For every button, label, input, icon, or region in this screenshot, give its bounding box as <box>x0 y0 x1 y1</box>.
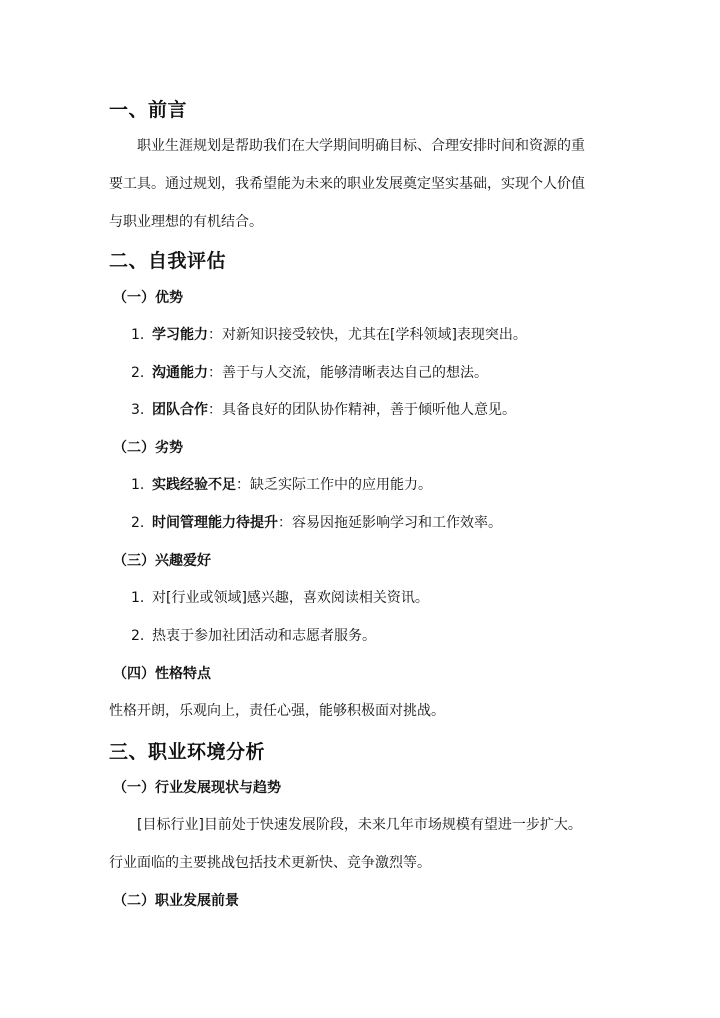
list-term: 沟通能力 <box>152 365 208 381</box>
heading-intro: 一、前言 <box>109 99 188 121</box>
list-item <box>131 324 527 344</box>
intro-paragraph-line-1: 职业生涯规划是帮助我们在大学期间明确目标、合理安排时间和资源的重 <box>137 138 585 154</box>
list-number: 2. <box>131 365 145 381</box>
subheading-industry: （一）行业发展现状与趋势 <box>113 780 281 796</box>
list-number: 1. <box>131 590 145 606</box>
heading-career-environment: 三、职业环境分析 <box>109 741 266 763</box>
subheading-strengths: （一）优势 <box>113 290 183 306</box>
list-desc: ：具备良好的团队协作精神，善于倾听他人意见。 <box>208 402 516 418</box>
industry-paragraph-line-1: [目标行业]目前处于快速发展阶段，未来几年市场规模有望进一步扩大。 <box>137 817 582 833</box>
list-item <box>131 587 429 607</box>
list-number: 2. <box>131 628 145 644</box>
subheading-weaknesses: （二）劣势 <box>113 440 183 456</box>
list-desc: ：对新知识接受较快，尤其在[学科领域]表现突出。 <box>208 327 527 343</box>
list-desc: ：善于与人交流，能够清晰表达自己的想法。 <box>208 365 488 381</box>
intro-paragraph-line-3: 与职业理想的有机结合。 <box>109 214 263 230</box>
list-number: 1. <box>131 327 145 343</box>
intro-paragraph-line-2: 要工具。通过规划，我希望能为未来的职业发展奠定坚实基础，实现个人价值 <box>109 176 585 192</box>
subheading-prospects: （二）职业发展前景 <box>113 893 239 909</box>
list-term: 实践经验不足 <box>152 477 236 493</box>
heading-self-assessment: 二、自我评估 <box>109 250 227 272</box>
list-desc: ：容易因拖延影响学习和工作效率。 <box>278 515 502 531</box>
list-item <box>131 399 516 419</box>
list-item <box>131 362 488 382</box>
industry-paragraph-line-2: 行业面临的主要挑战包括技术更新快、竞争激烈等。 <box>109 855 431 871</box>
personality-paragraph: 性格开朗，乐观向上，责任心强，能够积极面对挑战。 <box>109 703 445 719</box>
list-desc: ：缺乏实际工作中的应用能力。 <box>236 477 432 493</box>
list-number: 3. <box>131 402 145 418</box>
list-number: 2. <box>131 515 145 531</box>
list-item <box>131 625 376 645</box>
subheading-interests: （三）兴趣爱好 <box>113 553 211 569</box>
list-term: 团队合作 <box>152 402 208 418</box>
list-number: 1. <box>131 477 145 493</box>
subheading-personality: （四）性格特点 <box>113 666 211 682</box>
list-term: 时间管理能力待提升 <box>152 515 278 531</box>
list-item <box>131 474 432 494</box>
list-term: 学习能力 <box>152 327 208 343</box>
list-text: 热衷于参加社团活动和志愿者服务。 <box>152 628 376 644</box>
list-text: 对[行业或领域]感兴趣，喜欢阅读相关资讯。 <box>152 590 429 606</box>
list-item <box>131 512 502 532</box>
